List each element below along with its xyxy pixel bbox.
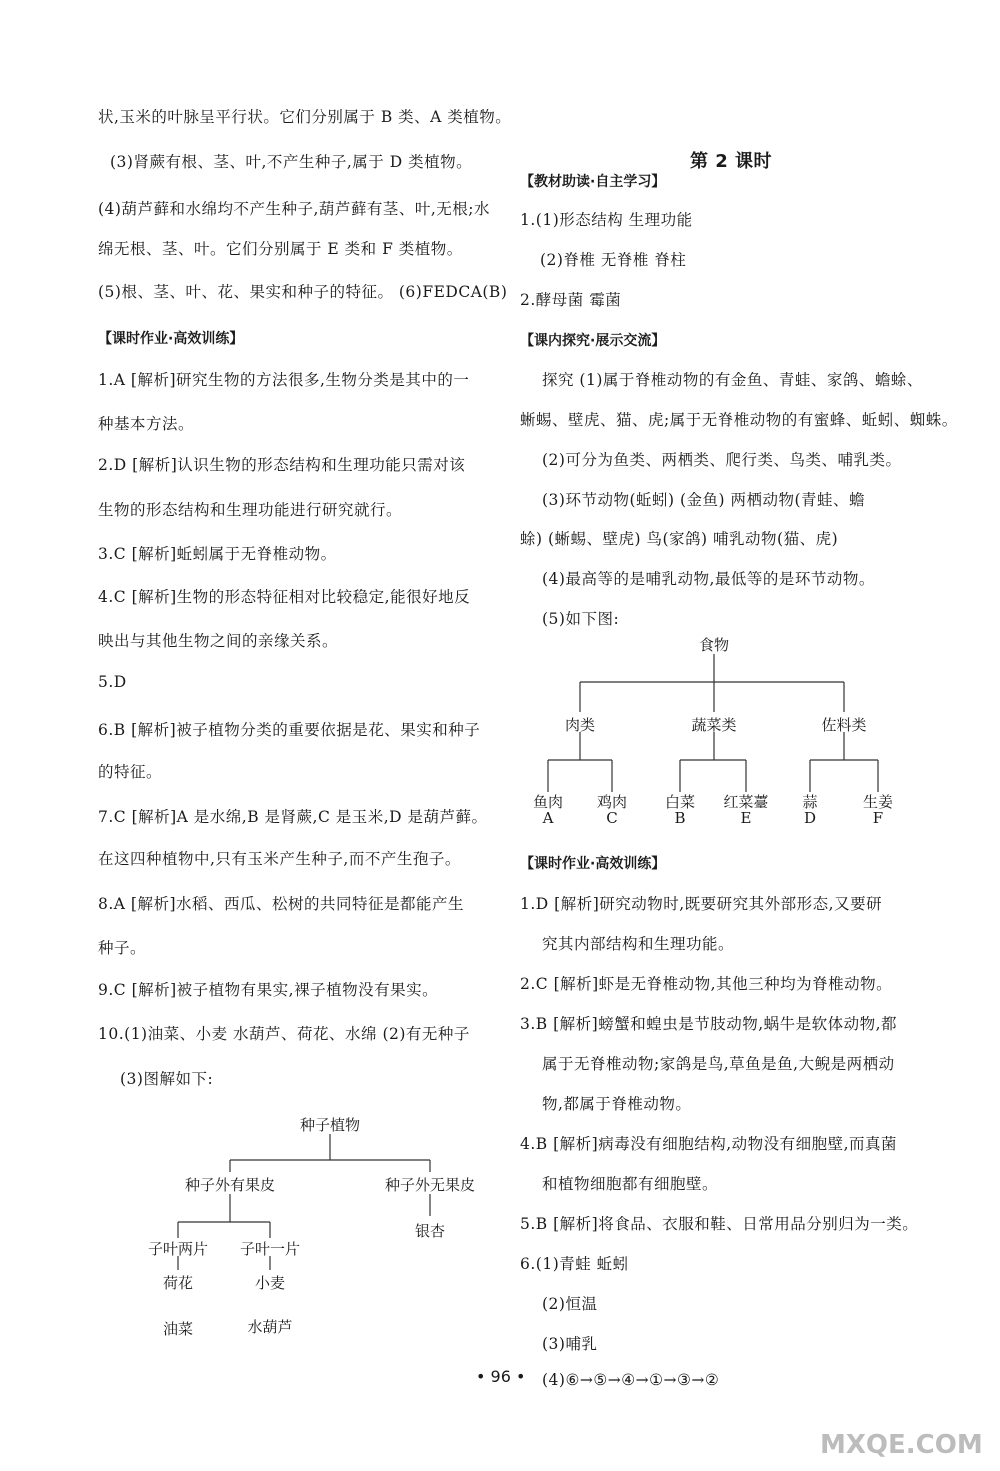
leaf-letter: A (542, 809, 554, 827)
node-seed-plants: 种子植物 (299, 1116, 361, 1134)
section-heading: 【课内探究·展示交流】 (520, 333, 666, 349)
text-line: (3)图解如下: (120, 1070, 214, 1088)
leaf-letter: F (872, 809, 884, 827)
text-line: 在这四种植物中,只有玉米产生种子,而不产生孢子。 (98, 850, 461, 868)
node-seed-with-peel: 种子外有果皮 (184, 1176, 276, 1194)
node-food: 食物 (698, 636, 730, 654)
text-line: 1.D [解析]研究动物时,既要研究其外部形态,又要研 (520, 895, 883, 913)
text-line: 2.D [解析]认识生物的形态结构和生理功能只需对该 (98, 456, 466, 474)
text-line: (2)恒温 (542, 1295, 598, 1313)
food-classification-tree (530, 632, 930, 832)
node-lotus: 荷花 (162, 1274, 194, 1292)
text-line: 10.(1)油菜、小麦 水葫芦、荷花、水绵 (2)有无种子 (98, 1025, 470, 1043)
text-line: 4.B [解析]病毒没有细胞结构,动物没有细胞壁,而真菌 (520, 1135, 898, 1153)
section-heading: 【课时作业·高效训练】 (98, 331, 244, 347)
leaf-letter: D (803, 809, 817, 827)
leaf-item (665, 794, 695, 826)
leaf-letter: B (674, 809, 686, 827)
node-ginkgo: 银杏 (414, 1222, 446, 1240)
node-vegetables: 蔬菜类 (691, 716, 737, 734)
plant-classification-tree (120, 1110, 520, 1350)
text-line: 蜥蜴、壁虎、猫、虎;属于无脊椎动物的有蜜蜂、蚯蚓、蜘蛛。 (520, 411, 958, 429)
leaf-name: 鸡肉 (596, 793, 628, 811)
leaf-letter: E (740, 809, 752, 827)
text-line: 状,玉米的叶脉呈平行状。它们分别属于 B 类、A 类植物。 (98, 108, 512, 126)
text-line: (4)葫芦藓和水绵均不产生种子,葫芦藓有茎、叶,无根;水 (98, 200, 491, 218)
leaf-item (863, 794, 893, 826)
text-line: 2.C [解析]虾是无脊椎动物,其他三种均为脊椎动物。 (520, 975, 893, 993)
leaf-item (533, 794, 563, 826)
node-seed-without-peel: 种子外无果皮 (384, 1176, 476, 1194)
text-line: 2.酵母菌 霉菌 (520, 291, 622, 309)
node-two-cotyledons: 子叶两片 (147, 1240, 209, 1258)
node-wheat: 小麦 (254, 1274, 286, 1292)
text-line: 5.B [解析]将食品、衣服和鞋、日常用品分别归为一类。 (520, 1215, 919, 1233)
page-number: • 96 • (476, 1367, 526, 1386)
text-line: 5.D (98, 673, 127, 691)
text-line: 绵无根、茎、叶。它们分别属于 E 类和 F 类植物。 (98, 240, 463, 258)
section-heading: 【教材助读·自主学习】 (520, 174, 666, 190)
text-line: 物,都属于脊椎动物。 (542, 1095, 692, 1113)
text-line: 8.A [解析]水稻、西瓜、松树的共同特征是都能产生 (98, 895, 465, 913)
text-line: 4.C [解析]生物的形态特征相对比较稳定,能很好地反 (98, 588, 471, 606)
leaf-name: 红菜薹 (723, 793, 769, 811)
leaf-item (597, 794, 627, 826)
node-meat: 肉类 (564, 716, 596, 734)
leaf-item (802, 794, 817, 826)
node-seasoning: 佐料类 (821, 716, 867, 734)
text-line: 蜍) (蜥蜴、壁虎) 鸟(家鸽) 哺乳动物(猫、虎) (520, 530, 839, 548)
watermark-text: MXQE.COM (820, 1430, 983, 1460)
text-line: 7.C [解析]A 是水绵,B 是肾蕨,C 是玉米,D 是葫芦藓。 (98, 808, 488, 826)
text-line: (4)最高等的是哺乳动物,最低等的是环节动物。 (542, 570, 875, 588)
text-line: 和植物细胞都有细胞壁。 (542, 1175, 719, 1193)
text-line: 9.C [解析]被子植物有果实,裸子植物没有果实。 (98, 981, 439, 999)
leaf-name: 蒜 (802, 793, 818, 811)
node-water-hyacinth: 水葫芦 (247, 1318, 293, 1336)
text-line: (3)哺乳 (542, 1335, 598, 1353)
lesson-title: 第 2 课时 (690, 151, 773, 172)
text-line: 6.B [解析]被子植物分类的重要依据是花、果实和种子 (98, 721, 481, 739)
text-line: 映出与其他生物之间的亲缘关系。 (98, 632, 339, 650)
node-one-cotyledon: 子叶一片 (239, 1240, 301, 1258)
text-line: (5)根、茎、叶、花、果实和种子的特征。 (6)FEDCA(B) (98, 283, 508, 301)
leaf-name: 白菜 (664, 793, 696, 811)
text-line: (2)可分为鱼类、两栖类、爬行类、鸟类、哺乳类。 (542, 451, 902, 469)
text-line: 探究 (1)属于脊椎动物的有金鱼、青蛙、家鸽、蟾蜍、 (542, 371, 923, 389)
text-line: 3.B [解析]螃蟹和蝗虫是节肢动物,蜗牛是软体动物,都 (520, 1015, 898, 1033)
text-line: 6.(1)青蛙 蚯蚓 (520, 1255, 629, 1273)
text-line: 的特征。 (98, 763, 163, 781)
tree-connectors (120, 1110, 520, 1350)
section-heading: 【课时作业·高效训练】 (520, 856, 666, 872)
text-line: (4)⑥→⑤→④→①→③→② (542, 1371, 720, 1389)
text-line: (5)如下图: (542, 610, 620, 628)
leaf-name: 鱼肉 (532, 793, 564, 811)
leaf-item (723, 794, 768, 826)
leaf-letter: C (606, 809, 618, 827)
leaf-name: 生姜 (862, 793, 894, 811)
text-line: 究其内部结构和生理功能。 (542, 935, 735, 953)
text-line: 种基本方法。 (98, 415, 195, 433)
text-line: 1.(1)形态结构 生理功能 (520, 211, 693, 229)
text-line: (2)脊椎 无脊椎 脊柱 (540, 251, 687, 269)
text-line: (3)环节动物(蚯蚓) (金鱼) 两栖动物(青蛙、蟾 (542, 491, 866, 509)
text-line: 属于无脊椎动物;家鸽是鸟,草鱼是鱼,大鲵是两栖动 (542, 1055, 895, 1073)
text-line: 1.A [解析]研究生物的方法很多,生物分类是其中的一 (98, 371, 470, 389)
text-line: 生物的形态结构和生理功能进行研究就行。 (98, 501, 403, 519)
text-line: 种子。 (98, 939, 147, 957)
text-line: (3)肾蕨有根、茎、叶,不产生种子,属于 D 类植物。 (110, 153, 473, 171)
node-rape: 油菜 (162, 1320, 194, 1338)
text-line: 3.C [解析]蚯蚓属于无脊椎动物。 (98, 545, 337, 563)
